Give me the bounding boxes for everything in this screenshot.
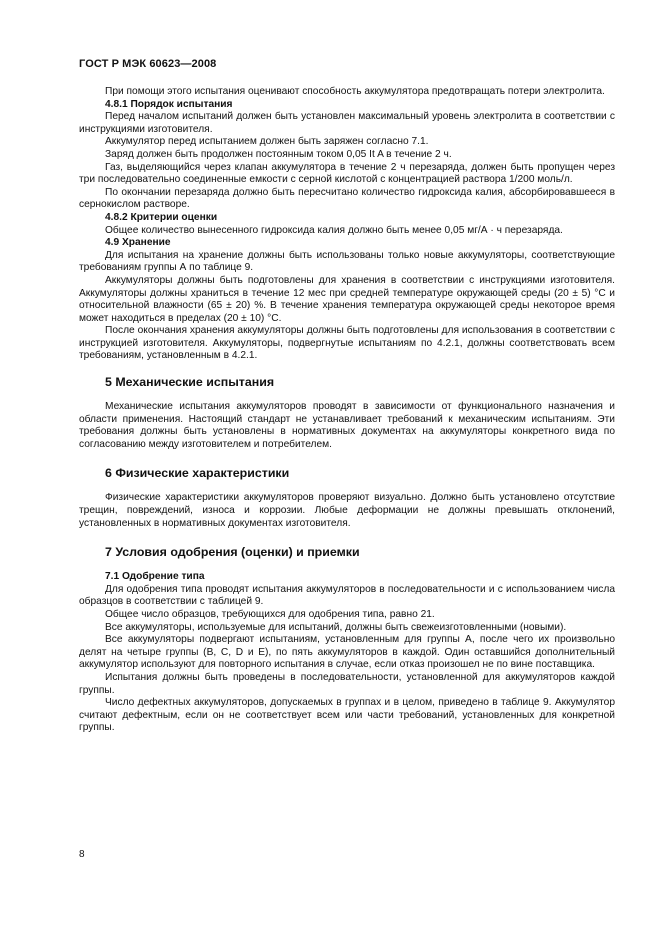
paragraph: Испытания должны быть проведены в последовательности, установленной для аккумуляторов каждой группы. xyxy=(79,671,615,696)
subsection-heading: 7.1 Одобрение типа xyxy=(105,571,205,583)
paragraph: После окончания хранения аккумуляторы должны быть подготовлены для использования в соответствии с инструкцией изготовителя. Аккумуляторы, подвергнутые испытаниям по 4.2.1, должны соответствовать всем требованиям, установленным в 4.2.1. xyxy=(79,325,615,362)
paragraph: Все аккумуляторы подвергают испытаниям, установленным для группы А, после чего их произвольно делят на четыре группы (В, С, D и Е), по пять аккумуляторов в каждой. Один оставшийся дополнительный аккумулятор используют для повторного испытания в случае, если отказ произошел не по вине поставщика. xyxy=(79,634,615,671)
paragraph: Физические характеристики аккумуляторов проверяют визуально. Должно быть установлено отсутствие трещин, повреждений, износа и коррозии. Любые деформации не должны превышать отклонений, установленных в нормативных документах изготовителя. xyxy=(79,492,615,529)
paragraph: Общее количество вынесенного гидроксида калия должно быть менее 0,05 мг/А · ч перезаряда. xyxy=(105,224,563,236)
paragraph: Заряд должен быть продолжен постоянным током 0,05 It A в течение 2 ч. xyxy=(105,148,452,160)
subsection-heading: 4.8.1 Порядок испытания xyxy=(105,98,233,110)
section-heading: 6 Физические характеристики xyxy=(105,466,290,481)
paragraph: Общее число образцов, требующихся для одобрения типа, равно 21. xyxy=(105,609,435,620)
document-header: ГОСТ Р МЭК 60623—2008 xyxy=(79,58,217,70)
page-content xyxy=(79,58,615,735)
page-number: 8 xyxy=(79,849,85,860)
paragraph: Для испытания на хранение должны быть использованы только новые аккумуляторы, соответствующие требованиям группы А по таблице 9. xyxy=(79,249,615,274)
paragraph: Число дефектных аккумуляторов, допускаемых в группах и в целом, приведено в таблице 9. Аккумулятор считают дефектным, если он не соответствует всем или части требований, установленных для конкретной группы. xyxy=(79,697,615,734)
subsection-heading: 4.9 Хранение xyxy=(105,237,171,249)
document-body xyxy=(79,86,615,735)
paragraph: Аккумулятор перед испытанием должен быть заряжен согласно 7.1. xyxy=(105,136,429,148)
paragraph: По окончании перезаряда должно быть пересчитано количество гидроксида калия, абсорбировавшееся в сернокислом растворе. xyxy=(79,186,615,211)
paragraph: При помощи этого испытания оценивают способность аккумулятора предотвращать потери электролита. xyxy=(105,86,605,97)
paragraph: Перед началом испытаний должен быть установлен максимальный уровень электролита в соответствии с инструкциями изготовителя. xyxy=(79,111,615,135)
paragraph: Аккумуляторы должны быть подготовлены для хранения в соответствии с инструкциями изготовителя. Аккумуляторы должны храниться в течение 12 мес при средней температуре окружающей среды (20 ± 5) °С и относительной влажности (65 ± 20) %. В течение хранения температура окружающей среды некоторое время может находиться в пределах (20 ± 10) °С. xyxy=(79,274,615,324)
section-heading: 5 Механические испытания xyxy=(105,375,275,390)
paragraph: Механические испытания аккумуляторов проводят в зависимости от функционального назначения и области применения. Настоящий стандарт не устанавливает требований к механическим испытаниям. Эти требования должны быть установлены в нормативных документах на аккумуляторы конкретного вида по согласованию между изготовителем и потребителем. xyxy=(79,401,615,450)
subsection-heading: 4.8.2 Критерии оценки xyxy=(105,211,218,223)
paragraph: Газ, выделяющийся через клапан аккумулятора в течение 2 ч перезаряда, должен быть пропущен через три последовательно соединенные емкости с серной кислотой с концентрацией раствора 1/200 моль/л. xyxy=(79,161,615,186)
paragraph: Все аккумуляторы, используемые для испытаний, должны быть свежеизготовленными (новыми). xyxy=(105,621,567,633)
section-heading: 7 Условия одобрения (оценки) и приемки xyxy=(105,545,360,560)
paragraph: Для одобрения типа проводят испытания аккумуляторов в последовательности и с использованием числа образцов в соответствии с таблицей 9. xyxy=(79,583,615,608)
